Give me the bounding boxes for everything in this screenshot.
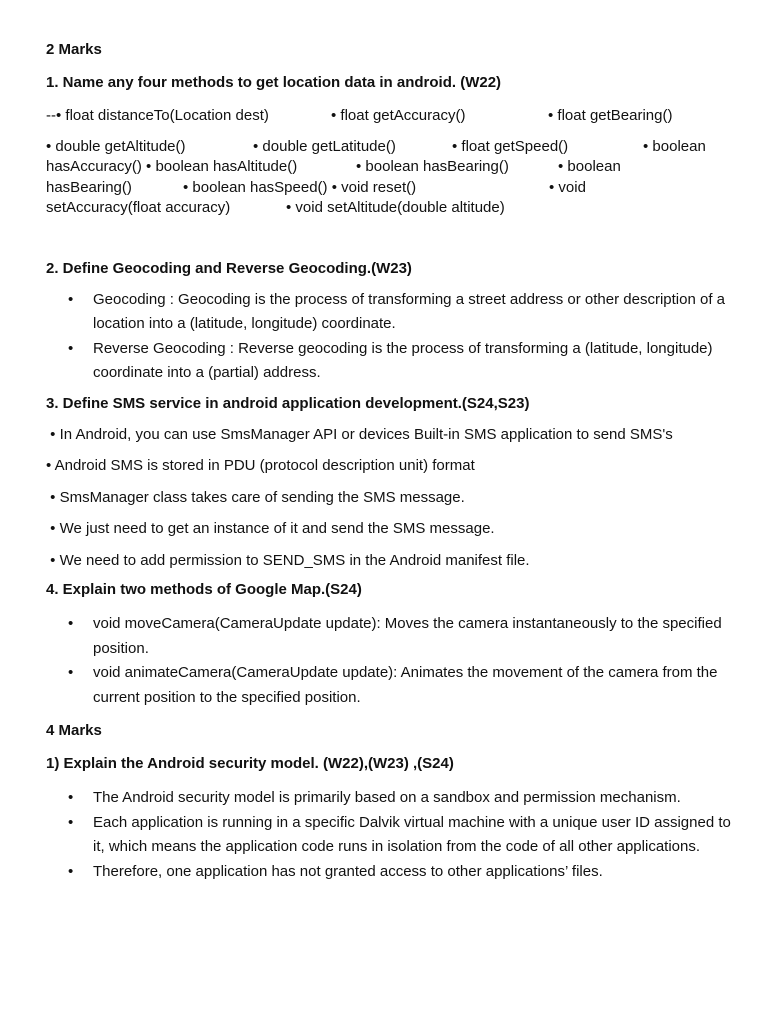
question-3-title: 3. Define SMS service in android application development.(S24,S23) [46, 394, 530, 412]
q1-method: • float getAccuracy() [331, 107, 466, 124]
q1-line-3 [46, 157, 736, 178]
q1-method: • float getBearing() [548, 107, 673, 124]
q1-line-2 [46, 137, 736, 158]
question-3-answer [46, 425, 736, 572]
document-page [46, 40, 736, 884]
list-item: • Therefore, one application has not granted access to other applications’ files. [46, 860, 736, 885]
q1-method: --• float distanceTo(Location dest) [46, 107, 269, 124]
list-item: • The Android security model is primarily based on a sandbox and permission mechanism. [46, 786, 736, 811]
question-4-list [46, 612, 736, 710]
q3-line: • Android SMS is stored in PDU (protocol description unit) format [46, 457, 475, 474]
q1-line-5 [46, 198, 736, 219]
q3-line: • In Android, you can use SmsManager API or devices Built-in SMS application to send SMS's [46, 425, 673, 443]
q1-method: • boolean hasBearing() [356, 158, 509, 175]
question-2-title: 2. Define Geocoding and Reverse Geocoding.(W23) [46, 259, 412, 277]
q1-method: • boolean [558, 158, 621, 175]
question-5-title: 1) Explain the Android security model. (W22),(W23) ,(S24) [46, 755, 454, 772]
q1-method: • double getLatitude() [253, 137, 396, 155]
q1-method: • void setAltitude(double altitude) [286, 199, 505, 216]
q3-line: • We need to add permission to SEND_SMS in the Android manifest file. [46, 551, 530, 569]
question-5-list [46, 786, 736, 884]
q3-line: • SmsManager class takes care of sending the SMS message. [46, 488, 465, 506]
section-heading-2-marks: 2 Marks [46, 41, 102, 58]
q3-line: • We just need to get an instance of it and send the SMS message. [46, 520, 495, 537]
list-item: • Geocoding : Geocoding is the process of transforming a street address or other description of a location into a (latitude, longitude) coordinate. [46, 288, 736, 337]
list-item: • void animateCamera(CameraUpdate update): Animates the movement of the camera from the current position to the specified position. [46, 661, 736, 710]
q1-method: setAccuracy(float accuracy) [46, 199, 231, 216]
q1-method: hasBearing() [46, 178, 132, 196]
q1-method: • boolean [643, 137, 706, 155]
question-1-title: 1. Name any four methods to get location data in android. (W22) [46, 74, 502, 91]
list-item: • Each application is running in a specific Dalvik virtual machine with a unique user ID assigned to it, which means the application code runs in isolation from the code of all other applications. [46, 811, 736, 860]
question-1-answer [46, 106, 736, 219]
question-4-title: 4. Explain two methods of Google Map.(S24) [46, 581, 362, 598]
q1-method: • float getSpeed() [452, 137, 569, 155]
list-item: • Reverse Geocoding : Reverse geocoding is the process of transforming a (latitude, longitude) coordinate into a (partial) address. [46, 337, 736, 386]
section-heading-4-marks: 4 Marks [46, 722, 102, 739]
question-2-list [46, 288, 736, 386]
q1-line-1 [46, 106, 736, 127]
q1-method: • void [549, 178, 586, 196]
list-item: • void moveCamera(CameraUpdate update): Moves the camera instantaneously to the specified position. [46, 612, 736, 661]
q1-method: • double getAltitude() [46, 137, 186, 155]
q1-method: • boolean hasSpeed() • void reset() [183, 178, 417, 196]
q1-method: hasAccuracy() • boolean hasAltitude() [46, 158, 298, 175]
q1-line-4 [46, 178, 736, 199]
